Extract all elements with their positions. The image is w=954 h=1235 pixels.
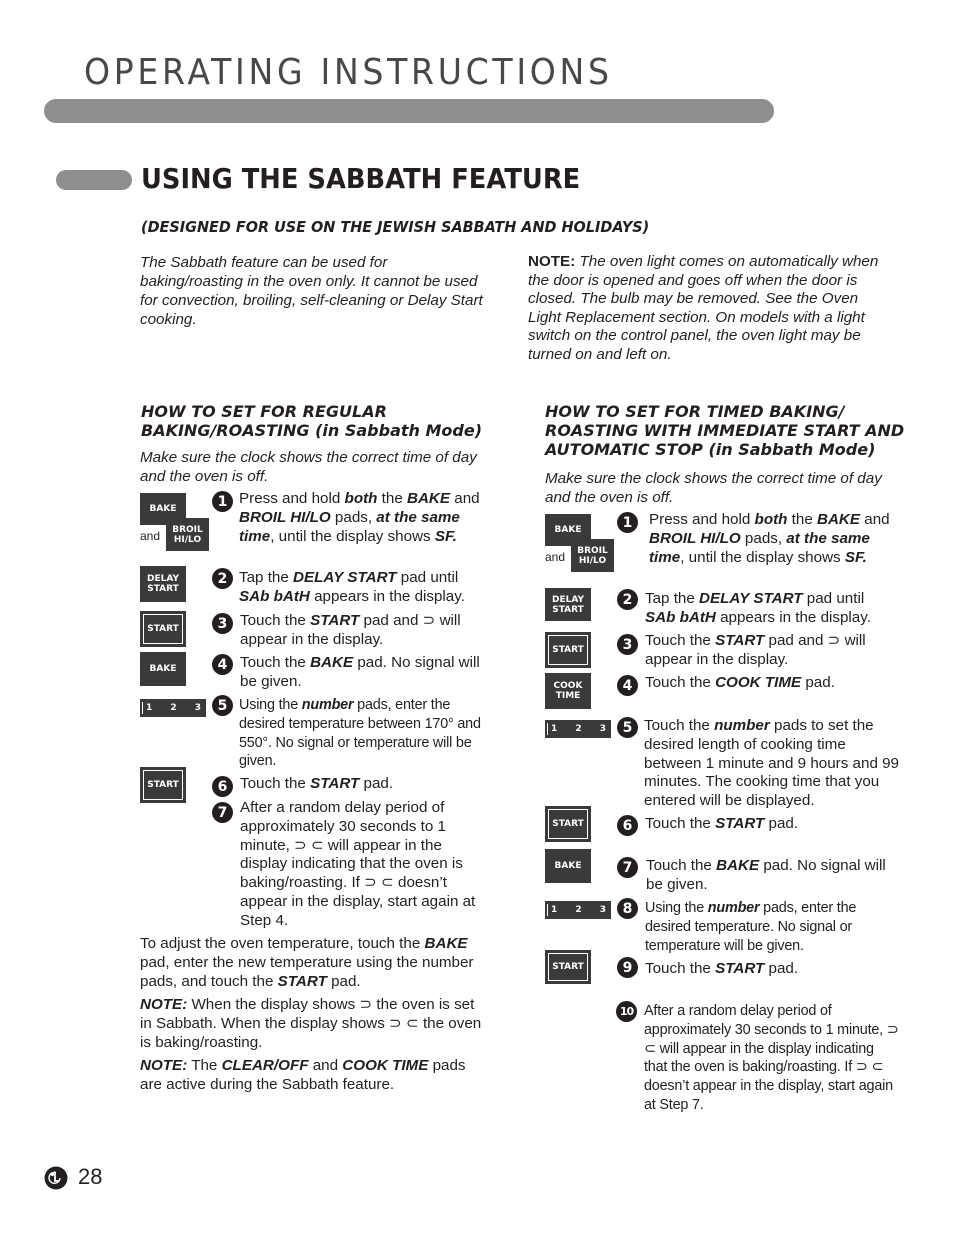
start-pad-2-label: START xyxy=(548,809,588,839)
start-pad xyxy=(545,632,591,668)
note-display-paragraph: NOTE: When the display shows ⊃ the oven is set in Sabbath. When the display shows ⊃ ⊂ the oven is baking/roasting. xyxy=(140,996,482,1051)
right-step-5: Touch the number pads to set the desired length of cooking time between 1 minute and 9 hours and 99 minutes. The cooking time that you entered will be displayed. xyxy=(644,717,899,810)
note-pads-paragraph: NOTE: The CLEAR/OFF and COOK TIME pads are active during the Sabbath feature. xyxy=(140,1057,466,1093)
start-pad-2-label: START xyxy=(143,770,183,800)
and-label: and xyxy=(545,550,566,564)
step-number: 2 xyxy=(617,589,638,610)
step-number: 5 xyxy=(212,695,233,716)
right-step-4: Touch the COOK TIME pad. xyxy=(645,674,835,691)
delay-start-pad: DELAY START xyxy=(140,566,186,602)
broil-pad: BROIL HI/LO xyxy=(166,518,209,551)
page-number: 28 xyxy=(78,1164,103,1189)
intro-right xyxy=(528,253,893,365)
step-number: 5 xyxy=(617,717,638,738)
right-step-10: After a random delay period of approximately 30 seconds to 1 minute, ⊃ ⊂ will appear in the display indicating that the oven is baking/roasting. If ⊃ ⊂ doesn’t appear in the display, start again at Step 7. xyxy=(644,1003,899,1113)
right-heading: HOW TO SET FOR TIMED BAKING/ ROASTING WITH IMMEDIATE START AND AUTOMATIC STOP (in Sabbath Mode) xyxy=(545,402,905,459)
left-step-6: Touch the START pad. xyxy=(240,775,394,792)
left-step-5: Using the number pads, enter the desired temperature between 170° and 550°. No signal or temperature will be given. xyxy=(239,697,481,770)
step-number: 3 xyxy=(617,634,638,655)
step-number: 4 xyxy=(212,654,233,675)
step-number: 6 xyxy=(617,815,638,836)
right-step-3: Touch the START pad and ⊃ will appear in the display. xyxy=(645,632,866,668)
step-number: 10 xyxy=(616,1001,637,1022)
intro-left: The Sabbath feature can be used for baking/roasting in the oven only. It cannot be used for convection, broiling, self-cleaning or Delay Start cooking. xyxy=(140,254,483,328)
lg-logo-icon xyxy=(44,1166,68,1190)
right-step-8: Using the number pads, enter the desired temperature. No signal or temperature will be given. xyxy=(645,900,857,954)
left-note: Make sure the clock shows the correct time of day and the oven is off. xyxy=(140,449,477,485)
number-pads xyxy=(140,699,206,717)
start-pad-2 xyxy=(545,806,591,842)
section-title: USING THE SABBATH FEATURE xyxy=(141,162,581,195)
step-number: 1 xyxy=(212,491,233,512)
step-number: 7 xyxy=(617,857,638,878)
adjust-temperature-paragraph: To adjust the oven temperature, touch the BAKE pad, enter the new temperature using the number pads, and touch the START pad. xyxy=(140,935,474,990)
left-heading: HOW TO SET FOR REGULAR BAKING/ROASTING (in Sabbath Mode) xyxy=(141,402,483,440)
step-number: 8 xyxy=(617,898,638,919)
delay-start-pad: DELAY START xyxy=(545,588,591,621)
key-3: 3 xyxy=(599,724,606,734)
intro-note-label: NOTE: xyxy=(528,253,576,270)
key-3: 3 xyxy=(194,703,201,713)
bake-pad-2: BAKE xyxy=(545,849,591,883)
cook-time-pad: COOK TIME xyxy=(545,673,591,709)
step-number: 3 xyxy=(212,613,233,634)
step-number: 7 xyxy=(212,802,233,823)
key-1: 1 xyxy=(551,905,558,915)
key-2: 2 xyxy=(170,703,177,713)
left-step-7: After a random delay period of approximately 30 seconds to 1 minute, ⊃ ⊂ will appear in the display indicating that the oven is baking/roasting. If ⊃ ⊂ doesn’t appear in the display, start again at Step 4. xyxy=(240,799,476,929)
right-note: Make sure the clock shows the correct time of day and the oven is off. xyxy=(545,470,882,506)
section-subtitle: (DESIGNED FOR USE ON THE JEWISH SABBATH AND HOLIDAYS) xyxy=(141,218,650,236)
step-number: 6 xyxy=(212,776,233,797)
left-step-2: Tap the DELAY START pad until SAb bAtH appears in the display. xyxy=(239,569,465,605)
left-step-3: Touch the START pad and ⊃ will appear in the display. xyxy=(240,612,461,648)
number-pads-2 xyxy=(545,901,611,919)
broil-pad: BROIL HI/LO xyxy=(571,539,614,572)
start-pad-3 xyxy=(545,950,591,984)
key-3: 3 xyxy=(599,905,606,915)
key-2: 2 xyxy=(575,905,582,915)
start-pad-label: START xyxy=(143,614,183,644)
key-1: 1 xyxy=(146,703,153,713)
step-number: 1 xyxy=(617,512,638,533)
step-number: 2 xyxy=(212,568,233,589)
right-step-1: Press and hold both the BAKE and BROIL HI/LO pads, at the same time, until the display shows SF. xyxy=(649,511,890,566)
start-pad-3-label: START xyxy=(548,953,588,981)
right-step-9: Touch the START pad. xyxy=(645,960,799,977)
bake-pad-2: BAKE xyxy=(140,652,186,686)
intro-note-text: The oven light comes on automatically when the door is opened and goes off when the door is closed. The bulb may be removed. See the Oven Light Replacement section. On models with a light switch on the control panel, the oven light may be turned on and left on. xyxy=(528,253,879,363)
right-step-2: Tap the DELAY START pad until SAb bAtH appears in the display. xyxy=(645,590,871,626)
right-step-6: Touch the START pad. xyxy=(645,815,799,832)
start-pad xyxy=(140,611,186,647)
bake-pad: BAKE xyxy=(140,493,186,525)
start-pad-2 xyxy=(140,767,186,803)
left-step-1: Press and hold both the BAKE and BROIL HI/LO pads, at the same time, until the display shows SF. xyxy=(239,490,480,545)
section-pill xyxy=(56,170,132,190)
page-header-title: OPERATING INSTRUCTIONS xyxy=(84,52,613,93)
key-1: 1 xyxy=(551,724,558,734)
and-label: and xyxy=(140,529,161,543)
left-step-4: Touch the BAKE pad. No signal will be given. xyxy=(240,654,480,690)
header-bar xyxy=(44,99,774,123)
right-step-7: Touch the BAKE pad. No signal will be given. xyxy=(646,857,886,893)
bake-pad: BAKE xyxy=(545,514,591,546)
start-pad-label: START xyxy=(548,635,588,665)
number-pads xyxy=(545,720,611,738)
step-number: 9 xyxy=(617,957,638,978)
key-2: 2 xyxy=(575,724,582,734)
step-number: 4 xyxy=(617,675,638,696)
